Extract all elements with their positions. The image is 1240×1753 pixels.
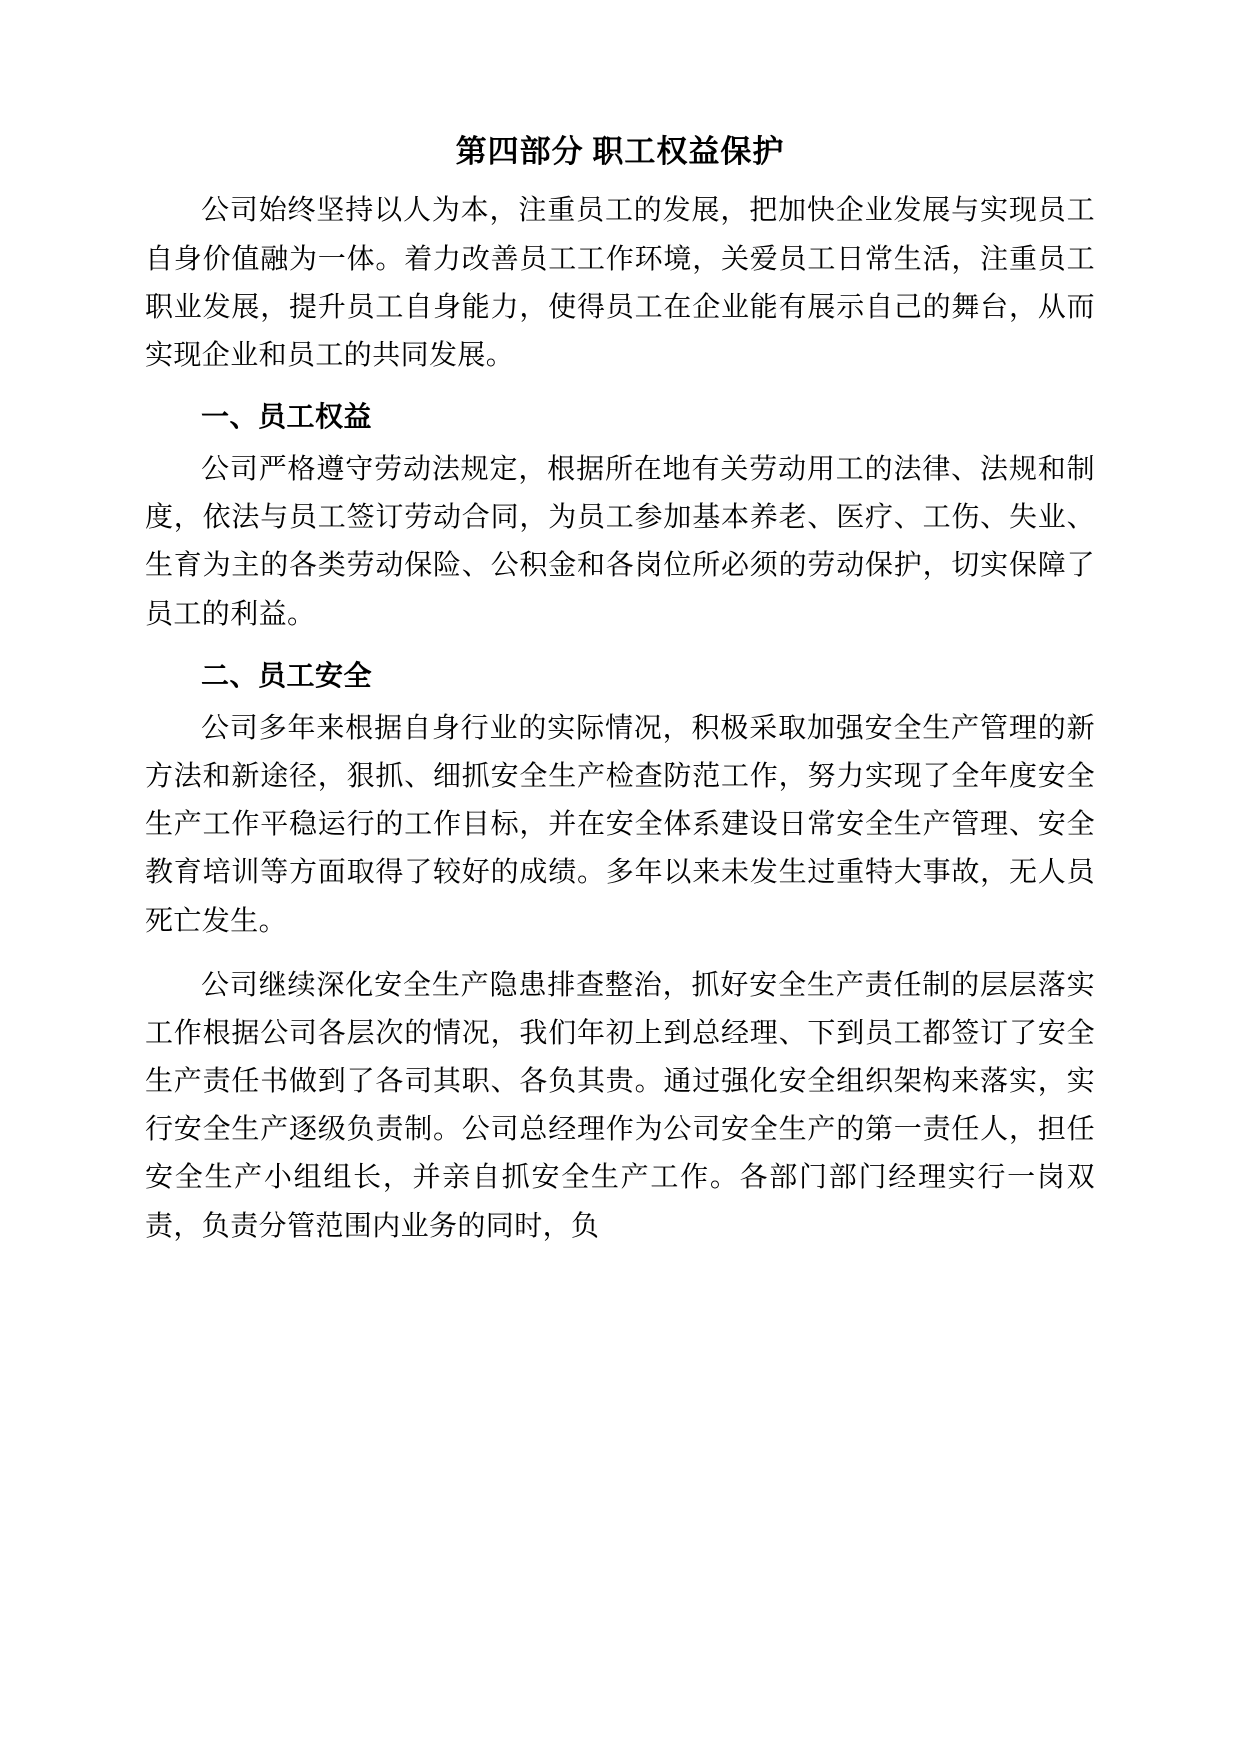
section-heading-employee-safety: 二、员工安全 xyxy=(201,660,373,692)
paragraph-intro: 公司始终坚持以人为本，注重员工的发展，把加快企业发展与实现员工自身价值融为一体。着力改善员工工作环境，关爱员工日常生活，注重员工职业发展，提升员工自身能力，使得员工在企业能有展示自己的舞台，从而实现企业和员工的共同发展。 xyxy=(145,195,1095,371)
paragraph-employee-rights: 公司严格遵守劳动法规定，根据所在地有关劳动用工的法律、法规和制度，依法与员工签订劳动合同，为员工参加基本养老、医疗、工伤、失业、生育为主的各类劳动保险、公积金和各岗位所必须的劳动保护，切实保障了员工的利益。 xyxy=(145,454,1095,630)
page-title: 第四部分 职工权益保护 xyxy=(455,134,785,169)
section-heading-employee-rights: 一、员工权益 xyxy=(201,402,373,434)
paragraph-safety-management: 公司多年来根据自身行业的实际情况，积极采取加强安全生产管理的新方法和新途径，狠抓、细抓安全生产检查防范工作，努力实现了全年度安全生产工作平稳运行的工作目标，并在安全体系建设日常安全生产管理、安全教育培训等方面取得了较好的成绩。多年以来未发生过重特大事故，无人员死亡发生。 xyxy=(145,712,1095,937)
paragraph-safety-responsibility: 公司继续深化安全生产隐患排查整治，抓好安全生产责任制的层层落实工作根据公司各层次的情况，我们年初上到总经理、下到员工都签订了安全生产责任书做到了各司其职、各负其贵。通过强化安全组织架构来落实，实行安全生产逐级负责制。公司总经理作为公司安全生产的第一责任人，担任安全生产小组组长，并亲自抓安全生产工作。各部门部门经理实行一岗双责，负责分管范围内业务的同时，负 xyxy=(145,969,1095,1242)
